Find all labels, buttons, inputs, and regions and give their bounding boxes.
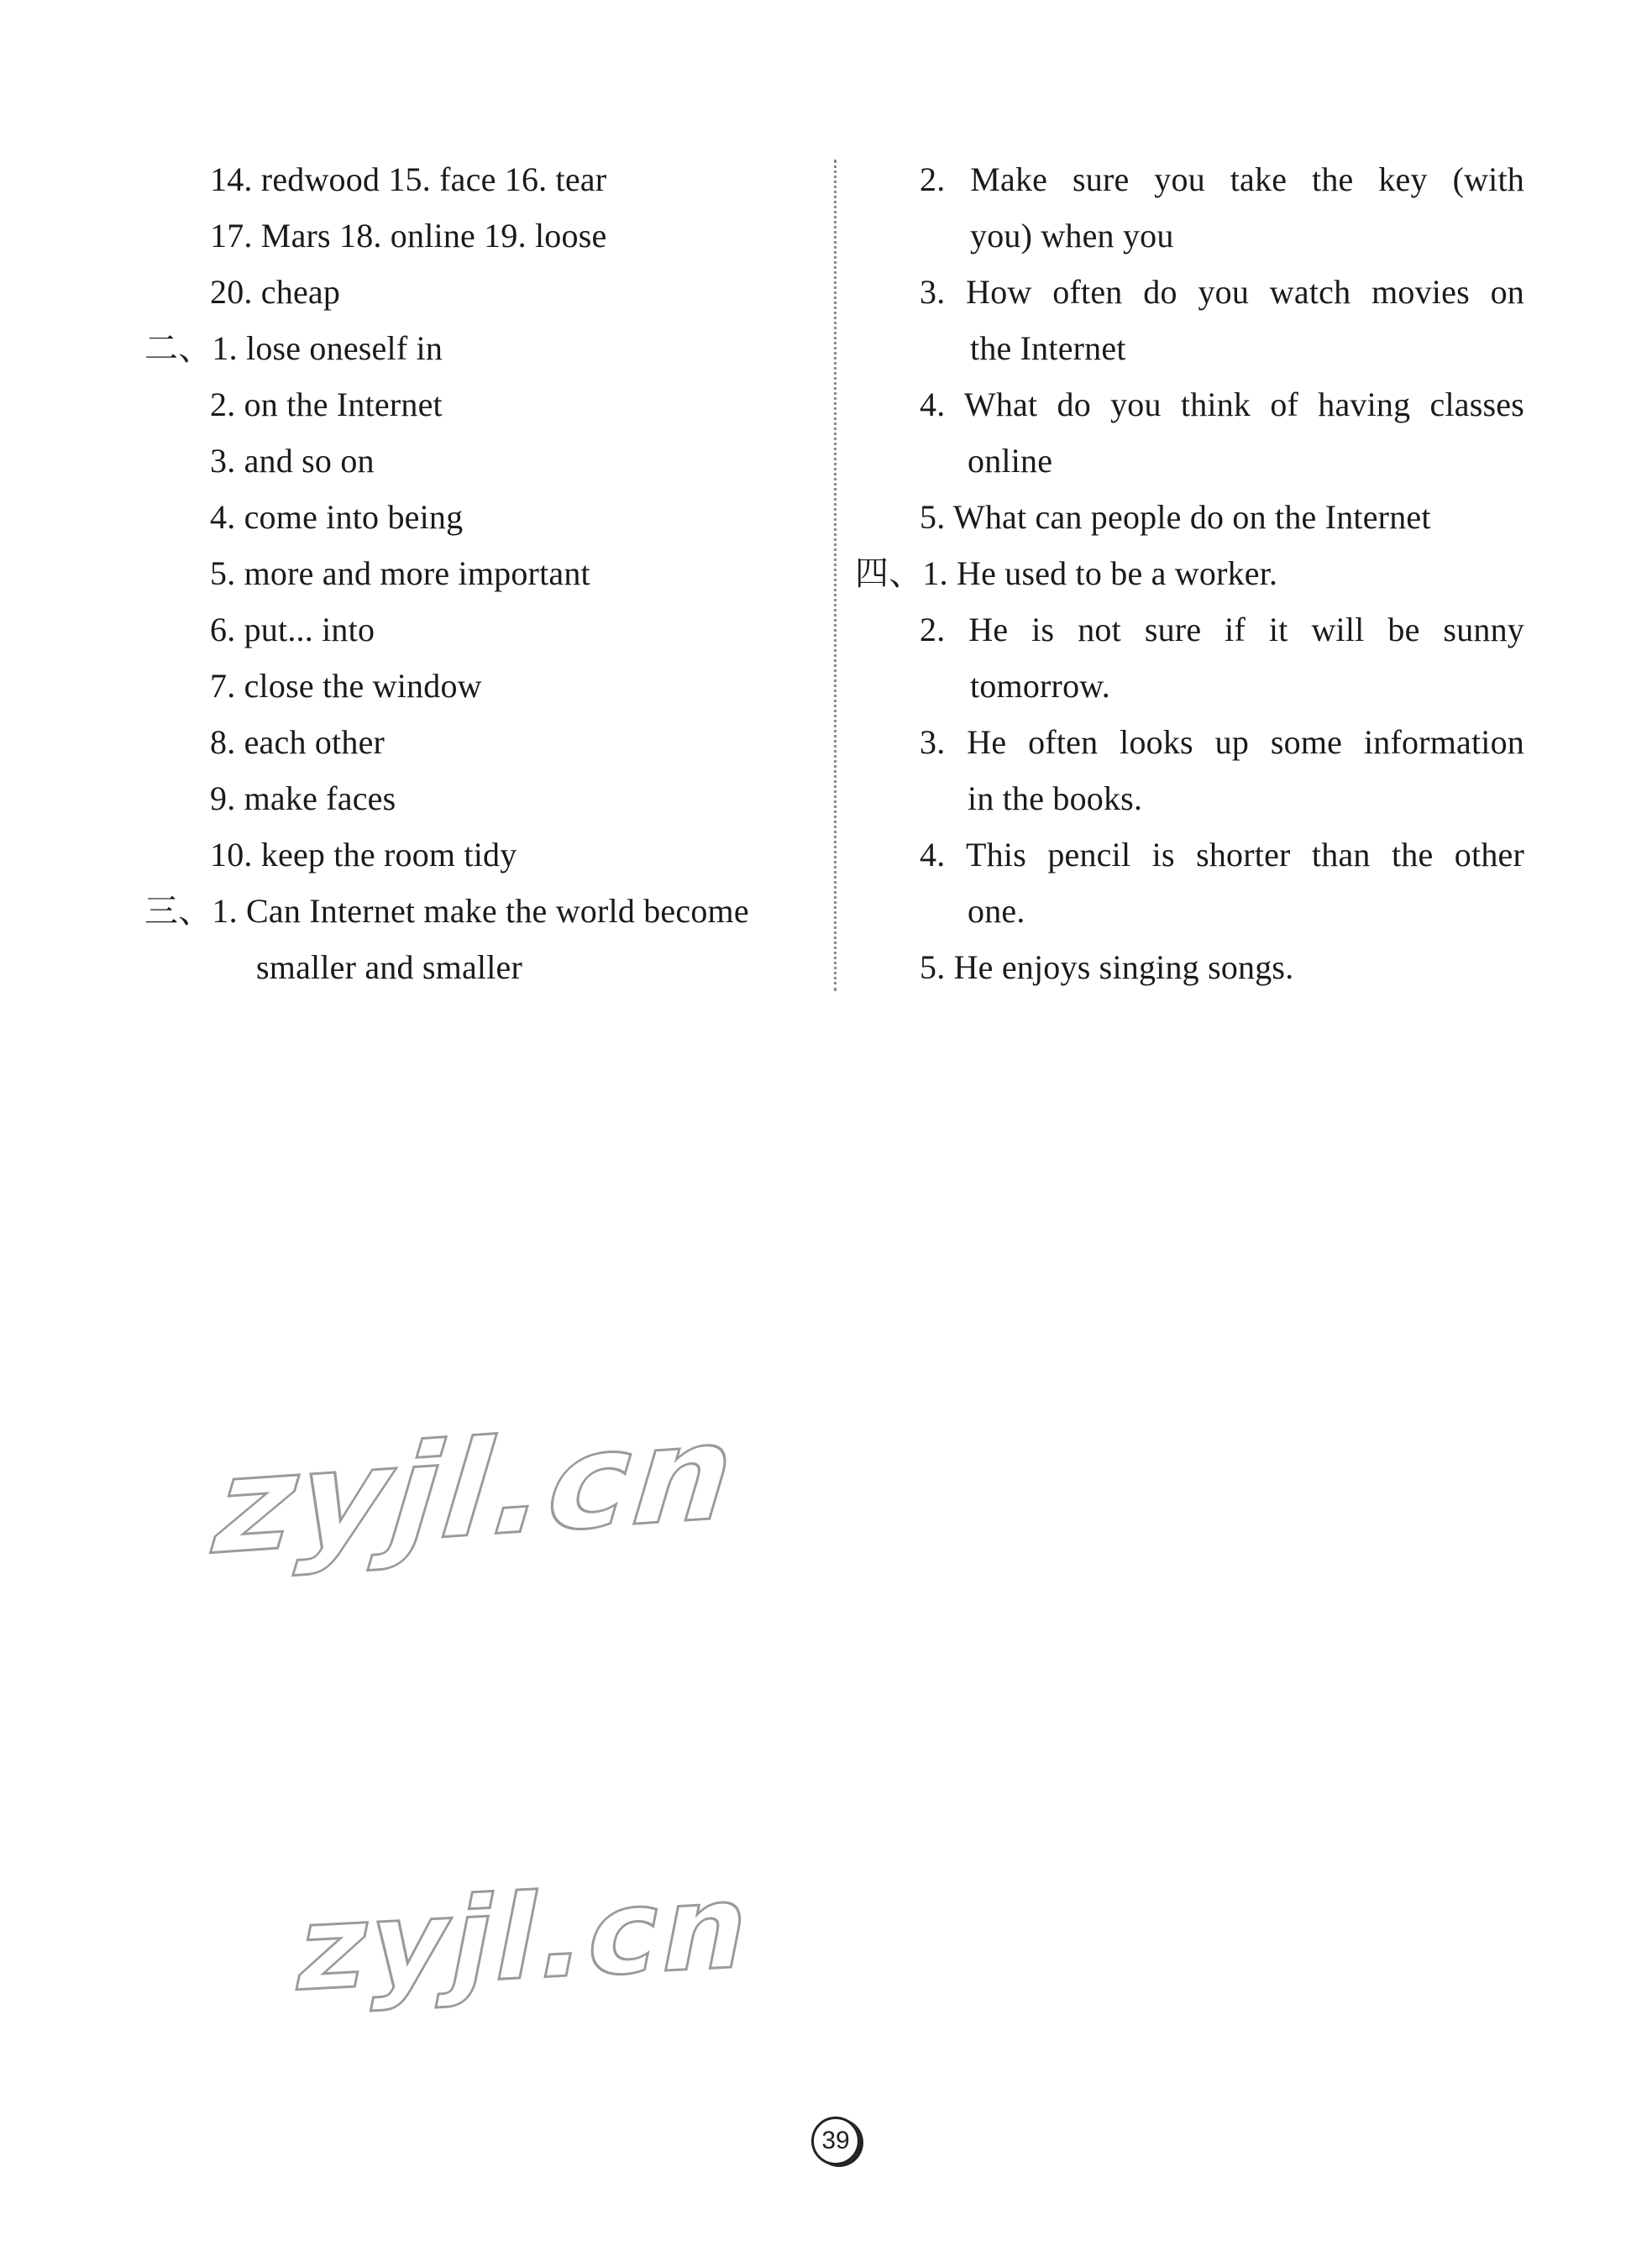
column-divider [834,160,836,991]
page-number: 39 [811,2117,860,2165]
answer-line: 2. Make sure you take the key (with [920,160,1524,198]
answer-line: 7. close the window [210,667,482,705]
answer-line: 3. How often do you watch movies on [920,273,1524,311]
answer-line: 6. put... into [210,611,375,648]
answer-line: 4. come into being [210,498,464,536]
section-4-heading-line: 四、1. He used to be a worker. [855,554,1278,592]
answer-line: 10. keep the room tidy [210,836,517,874]
section-2-heading-line: 二、1. lose oneself in [144,329,443,367]
answer-line: 5. He enjoys singing songs. [920,948,1294,986]
answer-line: 4. This pencil is shorter than the other [920,836,1524,874]
answer-line-continued: in the books. [968,779,1143,817]
answer-line: 14. redwood 15. face 16. tear [210,160,607,198]
section-3-heading-line: 三、1. Can Internet make the world become [144,892,749,930]
answer-line-continued: the Internet [970,329,1126,367]
answer-line-continued: online [968,442,1053,480]
answer-line: 20. cheap [210,273,341,311]
answer-line-continued: one. [968,892,1025,930]
answer-line-continued: smaller and smaller [256,948,523,986]
answer-line: 5. more and more important [210,554,590,592]
answer-line: 4. What do you think of having classes [920,386,1524,423]
answer-line: 8. each other [210,723,385,761]
answer-line: 2. He is not sure if it will be sunny [920,611,1524,648]
answer-line: 5. What can people do on the Internet [920,498,1431,536]
answer-line: 17. Mars 18. online 19. loose [210,217,607,254]
watermark-logo: zyjl.cn [195,1393,761,1585]
watermark-logo: zyjl.cn [286,1858,765,2018]
answer-line: 3. He often looks up some information [920,723,1524,761]
answer-line: 2. on the Internet [210,386,443,423]
answer-line-continued: you) when you [970,217,1174,254]
answer-line: 3. and so on [210,442,375,480]
answer-line-continued: tomorrow. [970,667,1110,705]
answer-line: 9. make faces [210,779,396,817]
